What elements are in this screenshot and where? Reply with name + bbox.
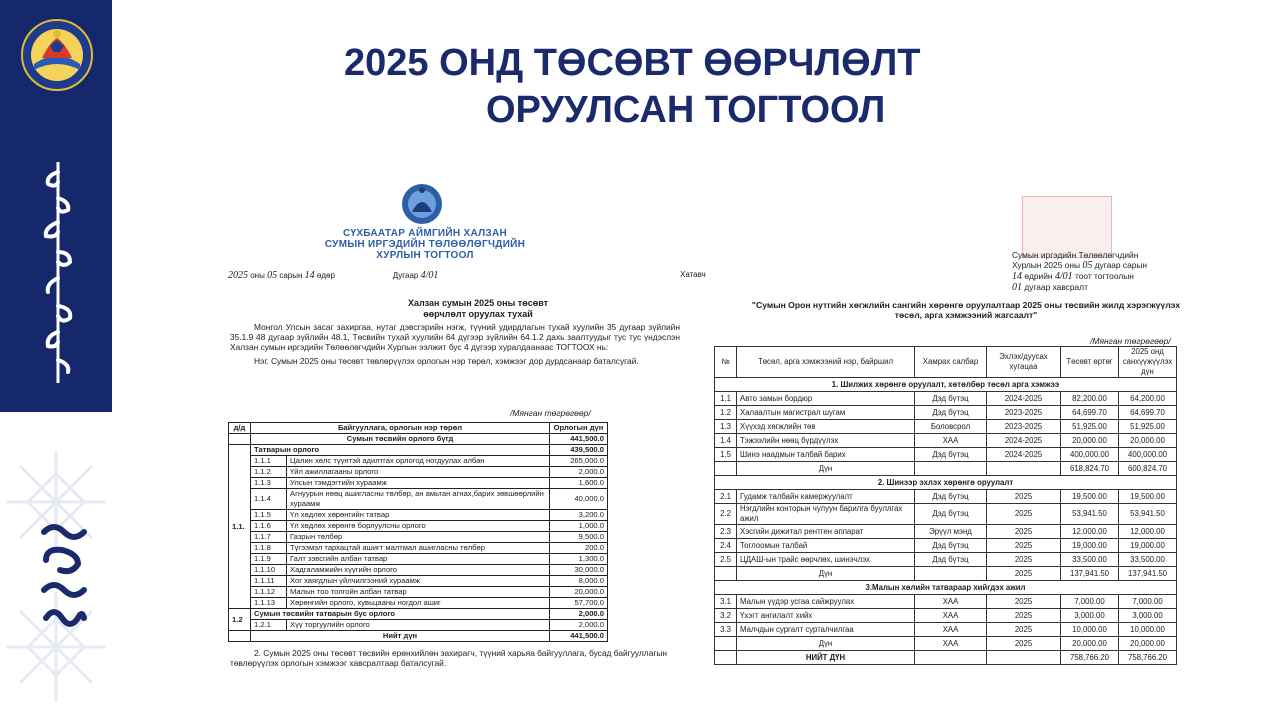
row-period: 2025 bbox=[987, 595, 1061, 609]
table-row bbox=[715, 504, 1177, 525]
section-title: 3.Малын хөлийн татвараар хийгдэх ажил bbox=[715, 581, 1177, 595]
approval-line-3b: тоот тогтоолын bbox=[1074, 271, 1134, 281]
row-value: 1,000.0 bbox=[550, 521, 608, 532]
approval-line-2: Хурлын 2025 оны bbox=[1012, 260, 1080, 270]
subtotal-row bbox=[715, 637, 1177, 651]
row-value: 2,000.0 bbox=[550, 620, 608, 631]
year-2025-script-icon bbox=[36, 520, 90, 640]
row-period: 2025 bbox=[987, 623, 1061, 637]
table-row bbox=[229, 521, 608, 532]
table-row bbox=[715, 595, 1177, 609]
table-row bbox=[715, 434, 1177, 448]
row-value: 200.0 bbox=[550, 543, 608, 554]
row-no: 1.1 bbox=[715, 392, 737, 406]
org-line-1: СҮХБААТАР АЙМГИЙН ХАЛЗАН bbox=[342, 228, 508, 239]
row-period: 2024-2025 bbox=[987, 448, 1061, 462]
row-no: 2.4 bbox=[715, 539, 737, 553]
approval-line-4: дугаар хавсралт bbox=[1024, 282, 1088, 292]
title-line-1: 2025 ОНД ТӨСӨВТ ӨӨРЧЛӨЛТ bbox=[344, 42, 921, 84]
row-code: 1.1.5 bbox=[251, 510, 287, 521]
row-name: Үл хөдлөх хөрөнгийн татвар bbox=[287, 510, 550, 521]
row-period: 2025 bbox=[987, 490, 1061, 504]
row-sector: ХАА bbox=[915, 609, 987, 623]
row-value: 30,000.0 bbox=[550, 565, 608, 576]
subtotal-label: Дүн bbox=[737, 637, 915, 651]
row-period: 2023-2025 bbox=[987, 420, 1061, 434]
point-one: Нэг. Сумын 2025 оны төсөвт төвлөрүүлэх орлогын нэр төрөл, хэмжээг дор дурдсанаар баталсугай. bbox=[254, 356, 639, 366]
total-income-label: Сумын төсвийн орлого бүгд bbox=[251, 434, 550, 445]
date-month: 05 bbox=[267, 270, 278, 281]
approval-line-2b: дугаар сарын bbox=[1094, 260, 1148, 270]
grand-total-label: НИЙТ ДҮН bbox=[737, 651, 915, 665]
row-period: 2024-2025 bbox=[987, 392, 1061, 406]
table-row bbox=[715, 623, 1177, 637]
row-no: 1.4 bbox=[715, 434, 737, 448]
row-value: 1,300.0 bbox=[550, 554, 608, 565]
row-name: Хадгаламжийн хүүгийн орлого bbox=[287, 565, 550, 576]
row-no: 2.3 bbox=[715, 525, 737, 539]
section-title: 2. Шинээр эхлэх хөрөнгө оруулалт bbox=[715, 476, 1177, 490]
row-no: 1.2 bbox=[715, 406, 737, 420]
row-value: 40,000.0 bbox=[550, 489, 608, 510]
grand-total-funded: 758,766.20 bbox=[1119, 651, 1177, 665]
table-row bbox=[229, 434, 608, 445]
row-period: 2025 bbox=[987, 539, 1061, 553]
table-row bbox=[229, 631, 608, 642]
row-code: 1.1.10 bbox=[251, 565, 287, 576]
row-sector: Боловсрол bbox=[915, 420, 987, 434]
row-funded: 64,200.00 bbox=[1119, 392, 1177, 406]
header-cell: Төсөвт өртөг bbox=[1061, 347, 1119, 378]
header-cell: Орлогын дүн bbox=[550, 423, 608, 434]
table-row bbox=[229, 565, 608, 576]
subtotal-label: Дүн bbox=[737, 462, 915, 476]
row-cost: 51,925.00 bbox=[1061, 420, 1119, 434]
resolution-body bbox=[230, 322, 680, 366]
row-cost: 64,699.70 bbox=[1061, 406, 1119, 420]
table-row bbox=[715, 490, 1177, 504]
row-period: 2023-2025 bbox=[987, 406, 1061, 420]
row-sector: ХАА bbox=[915, 623, 987, 637]
nontax-label: Сумын төсвийн татварын бус орлого bbox=[251, 609, 550, 620]
row-code: 1.1.11 bbox=[251, 576, 287, 587]
row-sector: Дэд бүтэц bbox=[915, 490, 987, 504]
row-code: 1.1.12 bbox=[251, 587, 287, 598]
row-value: 3,200.0 bbox=[550, 510, 608, 521]
row-period: 2025 bbox=[987, 525, 1061, 539]
number-label: Дугаар bbox=[392, 271, 419, 280]
row-name: Тэжээлийн нөөц бүрдүүлэх bbox=[737, 434, 915, 448]
attachment-document bbox=[706, 190, 1186, 670]
attachment-approval bbox=[1012, 250, 1192, 293]
row-value: 2,000.0 bbox=[550, 467, 608, 478]
row-sector: Дэд бүтэц bbox=[915, 392, 987, 406]
row-no: 1.5 bbox=[715, 448, 737, 462]
row-cost: 82,200.00 bbox=[1061, 392, 1119, 406]
row-value: 8,000.0 bbox=[550, 576, 608, 587]
stamp bbox=[1022, 196, 1112, 258]
tax-value: 439,500.0 bbox=[550, 445, 608, 456]
section-row bbox=[715, 476, 1177, 490]
date-day-suffix: өдөр bbox=[316, 271, 335, 280]
approval-copy: 01 bbox=[1012, 282, 1022, 293]
row-name: Үл хөдлөх хөрөнгө борлуулсны орлого bbox=[287, 521, 550, 532]
subtotal-sector bbox=[915, 462, 987, 476]
row-value: 9,500.0 bbox=[550, 532, 608, 543]
point-two: 2. Сумын 2025 оны төсөвт төсвийн ерөнхийлөн захирагч, түүний харьяа байгууллага, бусад байгууллагын төвлөрүүлэх орлогын хэмжээг хавсралтаар баталсугай. bbox=[230, 648, 668, 668]
table-row bbox=[229, 587, 608, 598]
row-funded: 64,699.70 bbox=[1119, 406, 1177, 420]
row-code: 1.1.2 bbox=[251, 467, 287, 478]
row-code: 1.1.8 bbox=[251, 543, 287, 554]
row-cost: 10,000.00 bbox=[1061, 623, 1119, 637]
table-row bbox=[229, 456, 608, 467]
row-funded: 33,500.00 bbox=[1119, 553, 1177, 567]
table-row bbox=[229, 478, 608, 489]
row-period: 2025 bbox=[987, 609, 1061, 623]
khalzan-soum-emblem-icon bbox=[20, 18, 94, 92]
grand-total-cost: 758,766.20 bbox=[1061, 651, 1119, 665]
row-period: 2025 bbox=[987, 553, 1061, 567]
row-cost: 400,000.00 bbox=[1061, 448, 1119, 462]
row-cost: 12,000.00 bbox=[1061, 525, 1119, 539]
row-sector: Дэд бүтэц bbox=[915, 553, 987, 567]
row-value: 20,000.0 bbox=[550, 587, 608, 598]
row-name: Нэгдлийн конторын чулуун барилга бууллгах ажил bbox=[737, 504, 915, 525]
row-funded: 12,000.00 bbox=[1119, 525, 1177, 539]
place: Хатавч bbox=[680, 270, 706, 279]
row-name: Хог хаягдлын үйлчилгээний хураамж bbox=[287, 576, 550, 587]
row-code: 1.1.4 bbox=[251, 489, 287, 510]
subtotal-funded: 137,941.50 bbox=[1119, 567, 1177, 581]
table-row bbox=[715, 525, 1177, 539]
table-row bbox=[229, 489, 608, 510]
row-funded: 3,000.00 bbox=[1119, 609, 1177, 623]
row-sector: Дэд бүтэц bbox=[915, 448, 987, 462]
table-row bbox=[715, 609, 1177, 623]
table-row bbox=[229, 554, 608, 565]
row-code: 1.1.1 bbox=[251, 456, 287, 467]
row-name: Цалин хөлс түүнтэй адилтгах орлогод ногдуулах албан bbox=[287, 456, 550, 467]
row-period: 2025 bbox=[987, 504, 1061, 525]
row-funded: 20,000.00 bbox=[1119, 434, 1177, 448]
row-cost: 53,941.50 bbox=[1061, 504, 1119, 525]
approval-day: 14 bbox=[1012, 271, 1022, 282]
row-name: Малын тоо толгойн албан татвар bbox=[287, 587, 550, 598]
row-code: 1.1.3 bbox=[251, 478, 287, 489]
row-name: Түгээмэл тархацтай ашигт малтмал ашигласны төлбөр bbox=[287, 543, 550, 554]
org-line-2: СУМЫН ИРГЭДИЙН ТӨЛӨӨЛӨГЧДИЙН bbox=[324, 239, 526, 250]
header-cell: 2025 онд санхүүжүүлэх дүн bbox=[1119, 347, 1177, 378]
subtotal-period: 2025 bbox=[987, 567, 1061, 581]
row-funded: 19,000.00 bbox=[1119, 539, 1177, 553]
section-row bbox=[715, 581, 1177, 595]
row-sector: Дэд бүтэц bbox=[915, 406, 987, 420]
row-value: 1,600.0 bbox=[550, 478, 608, 489]
row-cost: 33,500.00 bbox=[1061, 553, 1119, 567]
row-funded: 19,500.00 bbox=[1119, 490, 1177, 504]
sidebar-pattern bbox=[0, 412, 112, 720]
row-no: 2.1 bbox=[715, 490, 737, 504]
council-header bbox=[170, 228, 680, 261]
section-row bbox=[715, 378, 1177, 392]
row-name: Үйл ажиллагааны орлого bbox=[287, 467, 550, 478]
row-cost: 3,000.00 bbox=[1061, 609, 1119, 623]
mongolian-script-icon bbox=[38, 160, 78, 385]
row-sector: Эрүүл мэнд bbox=[915, 525, 987, 539]
row-sector: Дэд бүтэц bbox=[915, 539, 987, 553]
date-month-suffix: сарын bbox=[279, 271, 303, 280]
subtotal-funded: 600,824.70 bbox=[1119, 462, 1177, 476]
resolution-dateline bbox=[228, 270, 748, 281]
table-header-row bbox=[715, 347, 1177, 378]
org-line-3: ХУРЛЫН ТОГТООЛ bbox=[376, 250, 474, 261]
table-row bbox=[229, 532, 608, 543]
row-name: Авто замын бордюр bbox=[737, 392, 915, 406]
attachment-title: "Сумын Орон нутгийн хөгжлийн сангийн хөрөнгө оруулалтаар 2025 оны төсвийн жилд хэрэгжүүлэх төсөл, арга хэмжээний жагсаалт" bbox=[751, 300, 1181, 320]
row-funded: 51,925.00 bbox=[1119, 420, 1177, 434]
row-sector: ХАА bbox=[915, 595, 987, 609]
table-row bbox=[229, 543, 608, 554]
table-row bbox=[229, 609, 608, 620]
header-cell: № bbox=[715, 347, 737, 378]
header-cell: д/д bbox=[229, 423, 251, 434]
row-code: 1.1.7 bbox=[251, 532, 287, 543]
subtotal-funded: 20,000.00 bbox=[1119, 637, 1177, 651]
date-day: 14 bbox=[304, 270, 315, 281]
row-name: Газрын төлбөр bbox=[287, 532, 550, 543]
row-name: Малчдын сургалт сурталчилгаа bbox=[737, 623, 915, 637]
row-cost: 7,000.00 bbox=[1061, 595, 1119, 609]
header-cell: Хамрах салбар bbox=[915, 347, 987, 378]
row-name: Шинэ наадмын талбай барих bbox=[737, 448, 915, 462]
row-value: 265,000.0 bbox=[550, 456, 608, 467]
state-emblem-icon bbox=[396, 182, 448, 226]
row-funded: 7,000.00 bbox=[1119, 595, 1177, 609]
subject-line-1: Халзан сумын 2025 оны төсөвт bbox=[407, 298, 549, 308]
subtotal-cost: 137,941.50 bbox=[1061, 567, 1119, 581]
table-row bbox=[715, 539, 1177, 553]
income-table bbox=[228, 422, 608, 642]
table-row bbox=[715, 392, 1177, 406]
row-name: Хүүхэд хөгжлийн төв bbox=[737, 420, 915, 434]
table-row bbox=[715, 448, 1177, 462]
row-name: Улсын тэмдэгтийн хураамж bbox=[287, 478, 550, 489]
resolution-subject bbox=[228, 298, 728, 320]
number-value: 4/01 bbox=[420, 270, 439, 281]
title-line-2: ОРУУЛСАН ТОГТООЛ bbox=[486, 89, 886, 131]
resolution-document bbox=[170, 170, 706, 690]
row-funded: 53,941.50 bbox=[1119, 504, 1177, 525]
row-period: 2024-2025 bbox=[987, 434, 1061, 448]
row-sector: ХАА bbox=[915, 434, 987, 448]
table-row bbox=[715, 420, 1177, 434]
row-funded: 400,000.00 bbox=[1119, 448, 1177, 462]
row-name: Агнуурын нөөц ашигласны төлбөр, ан амьтан агнах,барих зөвшөөрлийн хураамж bbox=[287, 489, 550, 510]
table-row bbox=[715, 406, 1177, 420]
tax-label: Татварын орлого bbox=[251, 445, 550, 456]
subtotal-label: Дүн bbox=[737, 567, 915, 581]
table-header-row bbox=[229, 423, 608, 434]
body-paragraph: Монгол Улсын засаг захиргаа, нутаг дэвсгэрийн нэгж, түүний удирдлагын тухай хуулийн 35 дугаар зүйлийн 35.1.9 48 дугаар зүйлийн 48.1, Төсвийн тухай хуулийн 64 дүгээр зүйлийн 64.1.2 дахь заалтуудыг тус тус үндэслэн Халзан сумын иргэдийн Төлөөлөгчдийн Хурлын ээлжит бус 4 дүгээр хуралдаанаас ТОГТООХ нь: bbox=[230, 322, 680, 352]
table-row bbox=[229, 598, 608, 609]
header-cell: Эхлэх/дуусах хугацаа bbox=[987, 347, 1061, 378]
approval-line-1: Сумын иргэдийн Төлөөлөгчдийн bbox=[1012, 250, 1139, 260]
row-no: 2.2 bbox=[715, 504, 737, 525]
row-name: Хэсгийн дижитал рентген аппарат bbox=[737, 525, 915, 539]
row-no: 3.3 bbox=[715, 623, 737, 637]
sidebar bbox=[0, 0, 112, 412]
approval-line-3: өдрийн bbox=[1024, 271, 1053, 281]
total-income-value: 441,500.0 bbox=[550, 434, 608, 445]
subtotal-sector: ХАА bbox=[915, 637, 987, 651]
group-code: 1.1. bbox=[229, 445, 251, 609]
table-row bbox=[229, 445, 608, 456]
table-row bbox=[229, 510, 608, 521]
row-name: Хүү торгуулийн орлого bbox=[287, 620, 550, 631]
row-cost: 20,000.00 bbox=[1061, 434, 1119, 448]
row-value: 57,700.0 bbox=[550, 598, 608, 609]
unit-note: /Мянган төгрөгөөр/ bbox=[510, 408, 591, 418]
row-name: ЦДАШ-ын трайс өөрчлөх, шинэчлэх bbox=[737, 553, 915, 567]
row-code: 1.2.1 bbox=[251, 620, 287, 631]
row-code: 1.1.13 bbox=[251, 598, 287, 609]
group-code: 1.2 bbox=[229, 609, 251, 631]
subtotal-period: 2025 bbox=[987, 637, 1061, 651]
grand-total-row bbox=[715, 651, 1177, 665]
row-funded: 10,000.00 bbox=[1119, 623, 1177, 637]
row-sector: Дэд бүтэц bbox=[915, 504, 987, 525]
grand-total-value: 441,500.0 bbox=[550, 631, 608, 642]
row-name: Тоглоомын талбай bbox=[737, 539, 915, 553]
subject-line-2: өөрчлөлт оруулах тухай bbox=[423, 309, 533, 319]
section-title: 1. Шилжих хөрөнгө оруулалт, хөтөлбөр төсөл арга хэмжээ bbox=[715, 378, 1177, 392]
row-name: Галт зэвсгийн албан татвар bbox=[287, 554, 550, 565]
row-name: Гудамж талбайн камержуулалт bbox=[737, 490, 915, 504]
nontax-value: 2,000.0 bbox=[550, 609, 608, 620]
grand-total-label: Нийт дүн bbox=[251, 631, 550, 642]
date-year-suffix: оны bbox=[250, 271, 265, 280]
row-cost: 19,000.00 bbox=[1061, 539, 1119, 553]
subtotal-sector bbox=[915, 567, 987, 581]
subtotal-row bbox=[715, 462, 1177, 476]
row-no: 1.3 bbox=[715, 420, 737, 434]
row-name: Үхэгт ангилалт хийх bbox=[737, 609, 915, 623]
subtotal-period bbox=[987, 462, 1061, 476]
row-name: Халаалтын магистрал шугам bbox=[737, 406, 915, 420]
approval-number: 4/01 bbox=[1054, 271, 1073, 282]
table-row bbox=[229, 620, 608, 631]
table-row bbox=[229, 467, 608, 478]
header-cell: Төсөл, арга хэмжээний нэр, байршил bbox=[737, 347, 915, 378]
row-no: 3.2 bbox=[715, 609, 737, 623]
investment-table bbox=[714, 346, 1177, 665]
header-cell: Байгууллага, орлогын нэр төрөл bbox=[251, 423, 550, 434]
table-row bbox=[229, 576, 608, 587]
row-code: 1.1.9 bbox=[251, 554, 287, 565]
row-name: Малын үүдэр усгаа сайжруулах bbox=[737, 595, 915, 609]
page-title bbox=[300, 40, 1040, 134]
subtotal-row bbox=[715, 567, 1177, 581]
subtotal-cost: 20,000.00 bbox=[1061, 637, 1119, 651]
date-year: 2025 bbox=[228, 270, 248, 281]
row-code: 1.1.6 bbox=[251, 521, 287, 532]
approval-month: 05 bbox=[1082, 260, 1093, 271]
row-no: 2.5 bbox=[715, 553, 737, 567]
subtotal-cost: 618,824.70 bbox=[1061, 462, 1119, 476]
table-row bbox=[715, 553, 1177, 567]
row-name: Хөрөнгийн орлого, хувьцааны ногдол ашиг bbox=[287, 598, 550, 609]
row-no: 3.1 bbox=[715, 595, 737, 609]
row-cost: 19,500.00 bbox=[1061, 490, 1119, 504]
unit-note: /Мянган төгрөгөөр/ bbox=[1090, 336, 1171, 346]
